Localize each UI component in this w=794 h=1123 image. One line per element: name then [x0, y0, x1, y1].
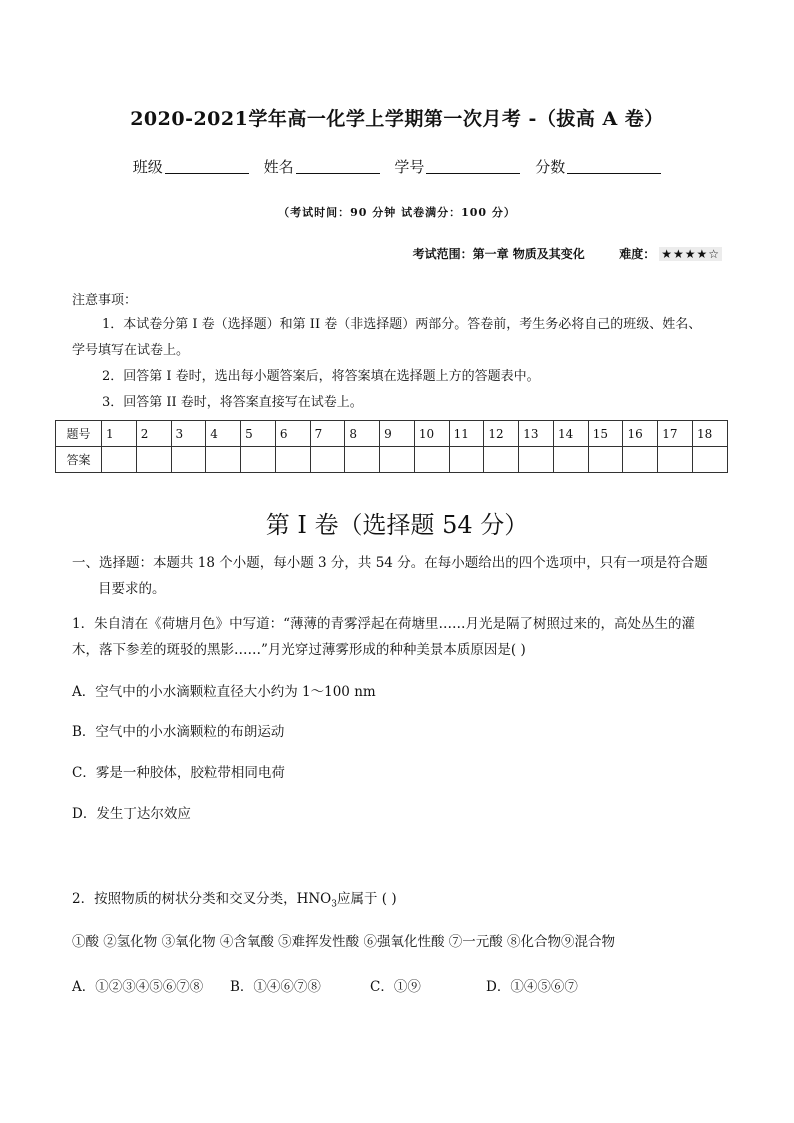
answer-cell[interactable]	[588, 447, 623, 473]
question-number-cell: 2	[136, 421, 171, 447]
question-2-stem-post: 应属于 ( )	[336, 891, 397, 907]
question-2-items: ①酸 ②氢化物 ③氧化物 ④含氧酸 ⑤难挥发性酸 ⑥强氧化性酸 ⑦一元酸 ⑧化合物⑨混合物	[72, 934, 616, 950]
notes-title: 注意事项：	[72, 293, 138, 308]
name-blank	[296, 157, 380, 174]
question-2-subscript: 3	[331, 899, 337, 910]
name-label: 姓名	[263, 158, 294, 176]
answer-cell[interactable]	[519, 447, 554, 473]
question-2-option-c: C．①⑨	[370, 979, 421, 995]
question-number-cell: 15	[588, 421, 623, 447]
section-intro-cont: 目要求的。	[98, 581, 166, 597]
question-number-cell: 9	[380, 421, 415, 447]
question-2-stem-pre: 2．按照物质的树状分类和交叉分类，HNO	[72, 891, 332, 907]
question-number-cell: 13	[519, 421, 554, 447]
question-number-cell: 1	[102, 421, 137, 447]
question-1-stem-cont: 木，落下参差的斑驳的黑影……”月光穿过薄雾形成的种种美景本质原因是( )	[72, 642, 526, 658]
answer-table-answer-row	[56, 447, 728, 473]
question-number-cell: 10	[414, 421, 449, 447]
question-number-cell: 14	[553, 421, 588, 447]
note-item-1: 1．本试卷分第 I 卷（选择题）和第 II 卷（非选择题）两部分。答卷前，考生务必将自己的班级、姓名、	[102, 317, 702, 332]
answer-cell[interactable]	[102, 447, 137, 473]
class-label: 班级	[132, 158, 163, 176]
question-number-header: 题号	[56, 421, 102, 447]
difficulty-stars: ★★★★☆	[661, 247, 720, 261]
answer-cell[interactable]	[449, 447, 484, 473]
question-1-option-d: D．发生丁达尔效应	[72, 806, 191, 822]
scope-label: 考试范围：第一章 物质及其变化	[412, 247, 585, 261]
difficulty-label: 难度：	[619, 247, 656, 261]
answer-cell[interactable]	[658, 447, 693, 473]
question-2-option-d: D．①④⑤⑥⑦	[486, 979, 578, 995]
score-blank	[567, 157, 661, 174]
answer-table-number-row	[56, 421, 728, 447]
answer-cell[interactable]	[693, 447, 728, 473]
question-number-cell: 3	[171, 421, 206, 447]
question-1-stem: 1．朱自清在《荷塘月色》中写道：“薄薄的青雾浮起在荷塘里……月光是隔了树照过来的，高处丛生的灌	[72, 616, 695, 632]
question-number-cell: 18	[693, 421, 728, 447]
exam-meta: （考试时间：90 分钟 试卷满分：100 分）	[278, 206, 516, 219]
question-1-option-a: A．空气中的小水滴颗粒直径大小约为 1～100 nm	[72, 684, 376, 700]
question-2-option-b: B．①④⑥⑦⑧	[230, 979, 321, 995]
question-number-cell: 5	[241, 421, 276, 447]
student-id-blank	[426, 157, 520, 174]
question-2-stem	[72, 887, 397, 910]
answer-cell[interactable]	[484, 447, 519, 473]
exam-title: 2020-2021学年高一化学上学期第一次月考 -（拔高 A 卷）	[130, 108, 664, 130]
answer-table	[55, 420, 728, 473]
question-number-cell: 8	[345, 421, 380, 447]
answer-cell[interactable]	[241, 447, 276, 473]
question-number-cell: 11	[449, 421, 484, 447]
question-number-cell: 16	[623, 421, 658, 447]
answer-cell[interactable]	[380, 447, 415, 473]
answer-cell[interactable]	[310, 447, 345, 473]
answer-cell[interactable]	[553, 447, 588, 473]
question-number-cell: 12	[484, 421, 519, 447]
section-title: 第 I 卷（选择题 54 分）	[265, 511, 529, 539]
question-number-cell: 7	[310, 421, 345, 447]
note-item-1-cont: 学号填写在试卷上。	[72, 343, 190, 358]
question-number-cell: 17	[658, 421, 693, 447]
note-item-3: 3．回答第 II 卷时，将答案直接写在试卷上。	[102, 395, 363, 410]
answer-cell[interactable]	[345, 447, 380, 473]
answer-cell[interactable]	[206, 447, 241, 473]
question-number-cell: 6	[275, 421, 310, 447]
answer-cell[interactable]	[275, 447, 310, 473]
question-2-option-a: A．①②③④⑤⑥⑦⑧	[72, 979, 204, 995]
student-id-label: 学号	[394, 158, 425, 176]
question-number-cell: 4	[206, 421, 241, 447]
answer-cell[interactable]	[136, 447, 171, 473]
question-1-option-c: C．雾是一种胶体，胶粒带相同电荷	[72, 765, 285, 781]
note-item-2: 2．回答第 I 卷时，选出每小题答案后，将答案填在选择题上方的答题表中。	[102, 369, 540, 384]
answer-header: 答案	[56, 447, 102, 473]
question-1-option-b: B．空气中的小水滴颗粒的布朗运动	[72, 724, 285, 740]
class-blank	[165, 157, 249, 174]
answer-cell[interactable]	[171, 447, 206, 473]
score-label: 分数	[535, 158, 566, 176]
question-2-options	[72, 975, 578, 995]
student-info-row	[0, 156, 794, 177]
answer-cell[interactable]	[623, 447, 658, 473]
answer-cell[interactable]	[414, 447, 449, 473]
scope-difficulty	[413, 245, 722, 262]
section-intro: 一、选择题：本题共 18 个小题，每小题 3 分，共 54 分。在每小题给出的四个选项中，只有一项是符合题	[72, 555, 708, 571]
